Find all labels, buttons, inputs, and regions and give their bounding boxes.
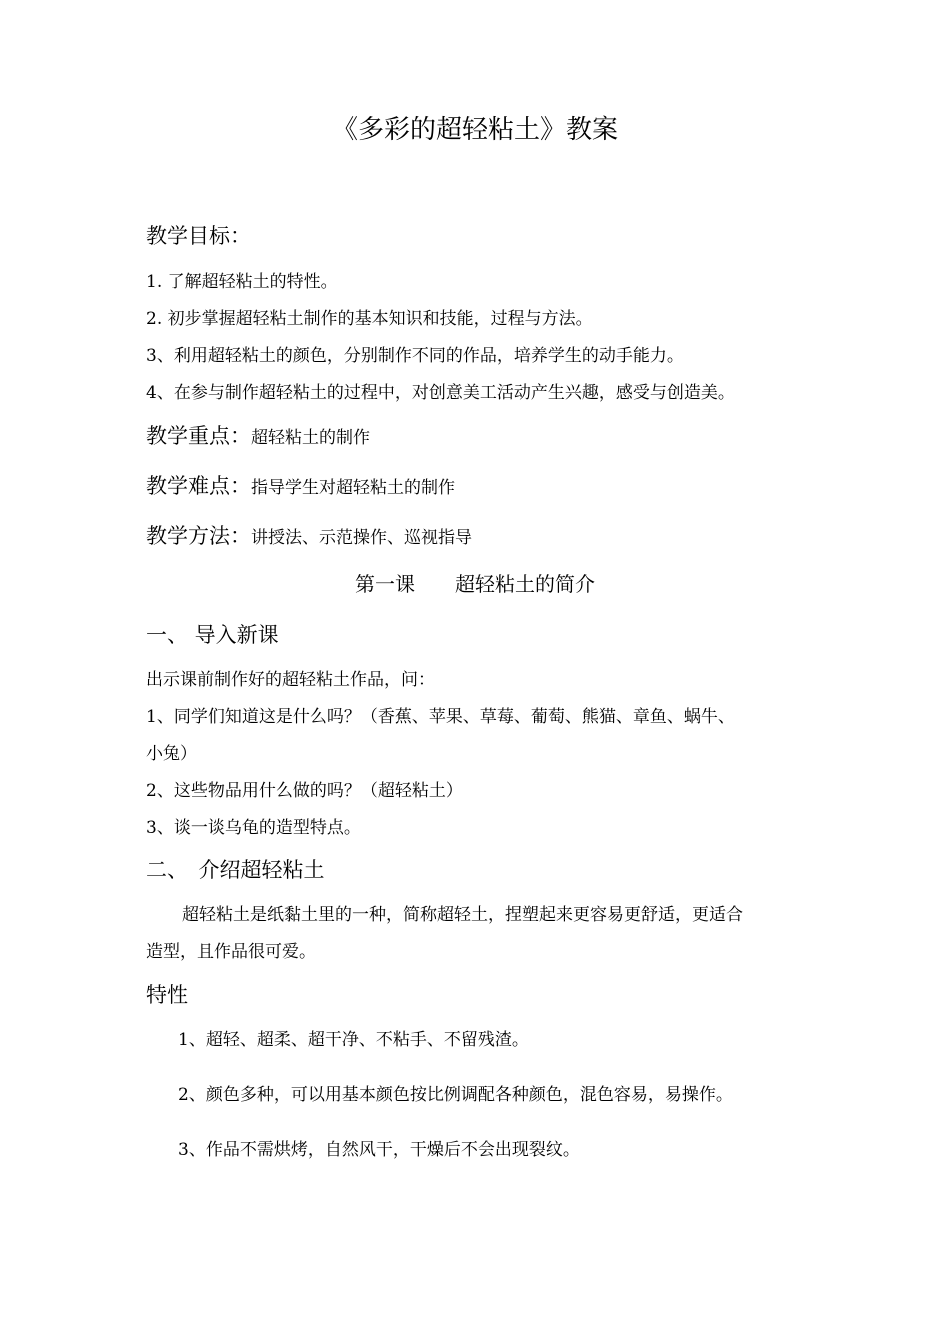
objective-item: 3、利用超轻粘土的颜色，分别制作不同的作品，培养学生的动手能力。	[146, 346, 684, 366]
objective-item: 4、在参与制作超轻粘土的过程中，对创意美工活动产生兴趣，感受与创造美。	[146, 383, 735, 403]
difficulty-row	[146, 476, 455, 497]
section1-line: 2、这些物品用什么做的吗？（超轻粘土）	[146, 781, 463, 801]
section1-heading: 一、 导入新课	[146, 623, 279, 647]
features-heading: 特性	[146, 983, 188, 1007]
section1-line: 出示课前制作好的超轻粘土作品，问：	[146, 670, 435, 690]
method-row	[146, 526, 472, 547]
objective-item: 1. 了解超轻粘土的特性。	[146, 272, 338, 292]
difficulty-label: 教学难点：	[146, 474, 251, 498]
document-title: 《多彩的超轻粘土》教案	[331, 115, 618, 145]
section1-line: 3、谈一谈乌龟的造型特点。	[146, 818, 361, 838]
objectives-heading: 教学目标：	[146, 224, 251, 248]
section2-paragraph-line: 超轻粘土是纸黏土里的一种，简称超轻土，捏塑起来更容易更舒适，更适合	[182, 905, 743, 925]
lesson-title: 第一课 超轻粘土的简介	[355, 572, 595, 596]
key-point-value: 超轻粘土的制作	[251, 428, 370, 448]
feature-item: 1、超轻、超柔、超干净、不粘手、不留残渣。	[178, 1030, 529, 1050]
key-point-row	[146, 426, 370, 447]
difficulty-value: 指导学生对超轻粘土的制作	[251, 478, 455, 498]
method-label: 教学方法：	[146, 524, 251, 548]
section1-line: 1、同学们知道这是什么吗？（香蕉、苹果、草莓、葡萄、熊猫、章鱼、蜗牛、	[146, 707, 735, 727]
objective-item: 2. 初步掌握超轻粘土制作的基本知识和技能，过程与方法。	[146, 309, 593, 329]
section2-paragraph-line: 造型，且作品很可爱。	[146, 942, 316, 962]
feature-item: 3、作品不需烘烤，自然风干，干燥后不会出现裂纹。	[178, 1140, 580, 1160]
method-value: 讲授法、示范操作、巡视指导	[251, 528, 472, 548]
feature-item: 2、颜色多种，可以用基本颜色按比例调配各种颜色，混色容易，易操作。	[178, 1085, 733, 1105]
section2-heading: 二、 介绍超轻粘土	[146, 858, 325, 882]
section1-line: 小兔）	[146, 744, 197, 764]
key-point-label: 教学重点：	[146, 424, 251, 448]
